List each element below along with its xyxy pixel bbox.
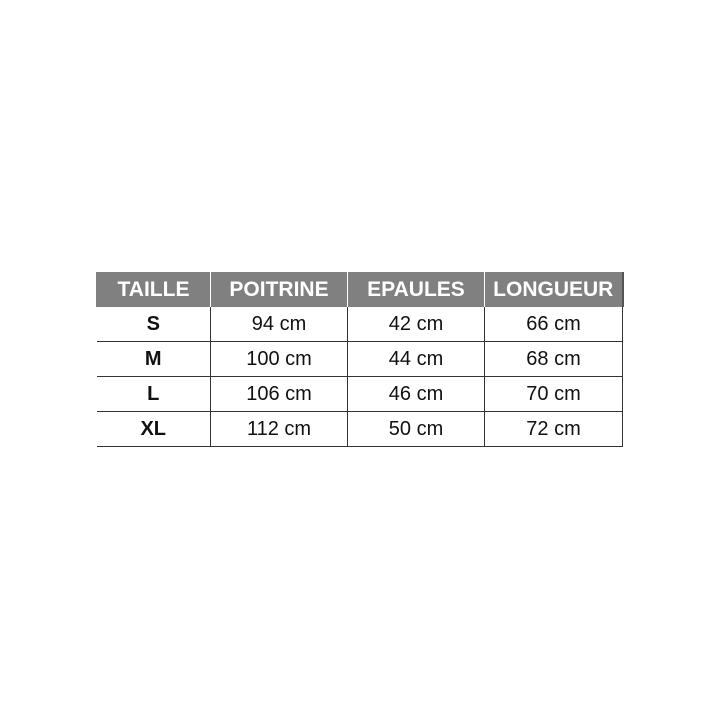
chest-cell: 106 cm xyxy=(211,377,348,412)
chest-cell: 94 cm xyxy=(211,307,348,342)
shoulders-cell: 50 cm xyxy=(348,412,485,447)
length-cell: 72 cm xyxy=(485,412,623,447)
chest-cell: 100 cm xyxy=(211,342,348,377)
length-cell: 66 cm xyxy=(485,307,623,342)
shoulders-cell: 44 cm xyxy=(348,342,485,377)
shoulders-cell: 42 cm xyxy=(348,307,485,342)
table-row xyxy=(97,412,623,447)
size-cell: XL xyxy=(97,412,211,447)
length-cell: 68 cm xyxy=(485,342,623,377)
table-row xyxy=(97,377,623,412)
size-cell: S xyxy=(97,307,211,342)
header-epaules: EPAULES xyxy=(348,272,485,307)
table-header-row xyxy=(97,272,623,307)
size-cell: L xyxy=(97,377,211,412)
length-cell: 70 cm xyxy=(485,377,623,412)
size-chart-table xyxy=(96,272,624,447)
header-longueur: LONGUEUR xyxy=(485,272,623,307)
table-row xyxy=(97,307,623,342)
shoulders-cell: 46 cm xyxy=(348,377,485,412)
header-poitrine: POITRINE xyxy=(211,272,348,307)
table-row xyxy=(97,342,623,377)
size-cell: M xyxy=(97,342,211,377)
chest-cell: 112 cm xyxy=(211,412,348,447)
header-taille: TAILLE xyxy=(97,272,211,307)
